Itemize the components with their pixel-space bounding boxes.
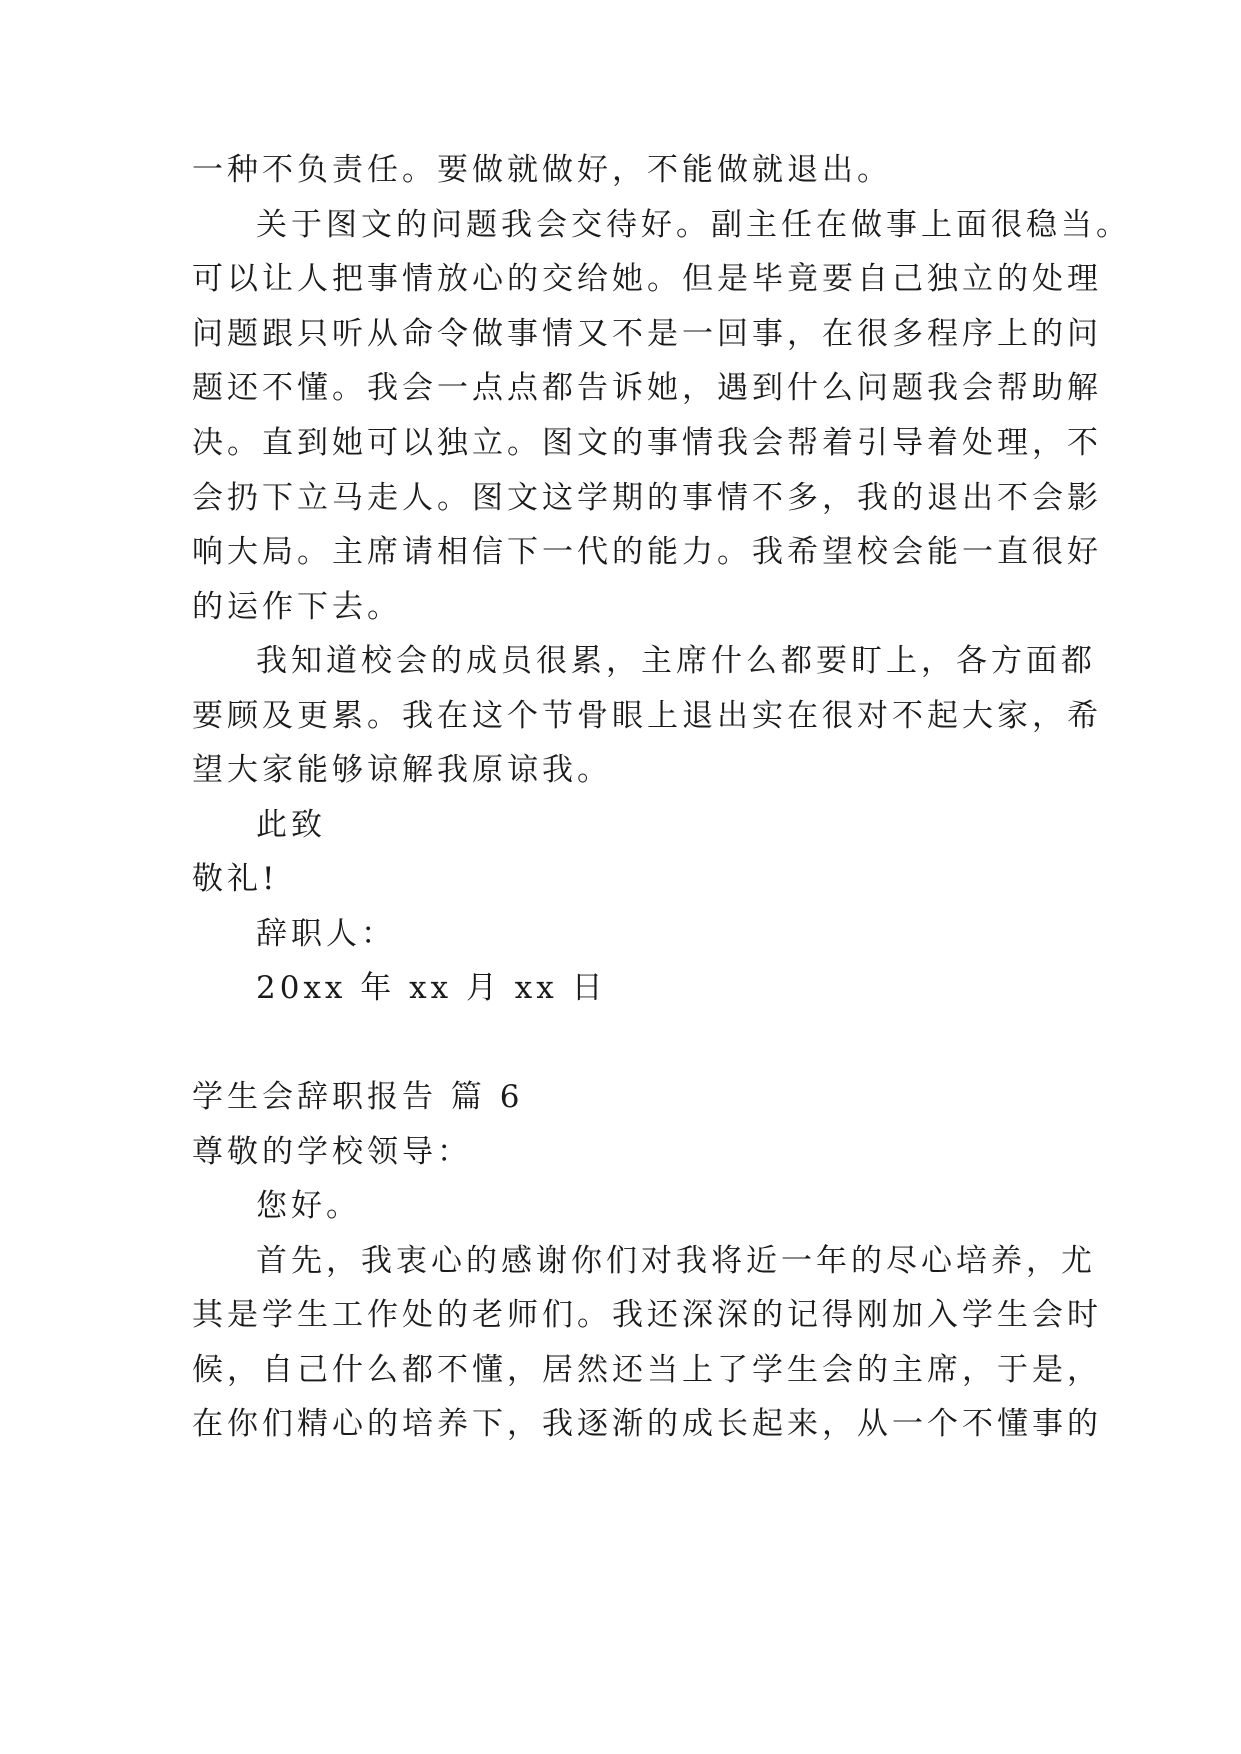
text-line: 响大局。主席请相信下一代的能力。我希望校会能一直很好 bbox=[192, 534, 1102, 570]
signature-label: 辞职人： bbox=[256, 916, 396, 952]
text-line: 我知道校会的成员很累，主席什么都要盯上，各方面都 bbox=[256, 643, 1096, 679]
text-line: 一种不负责任。要做就做好，不能做就退出。 bbox=[192, 152, 892, 188]
text-line: 可以让人把事情放心的交给她。但是毕竟要自己独立的处理 bbox=[192, 261, 1102, 297]
text-line: 要顾及更累。我在这个节骨眼上退出实在很对不起大家，希 bbox=[192, 698, 1102, 734]
text-line: 您好。 bbox=[256, 1188, 361, 1224]
text-line: 在你们精心的培养下，我逐渐的成长起来，从一个不懂事的 bbox=[192, 1406, 1102, 1442]
greeting: 尊敬的学校领导： bbox=[192, 1134, 472, 1170]
text-line: 决。直到她可以独立。图文的事情我会帮着引导着处理，不 bbox=[192, 425, 1102, 461]
text-line: 候，自己什么都不懂，居然还当上了学生会的主席，于是， bbox=[192, 1352, 1102, 1388]
text-line: 关于图文的问题我会交待好。副主任在做事上面很稳当。 bbox=[256, 207, 1131, 243]
text-line: 首先，我衷心的感谢你们对我将近一年的尽心培养，尤 bbox=[256, 1243, 1096, 1279]
text-line: 题还不懂。我会一点点都告诉她，遇到什么问题我会帮助解 bbox=[192, 370, 1102, 406]
text-line: 的运作下去。 bbox=[192, 589, 402, 625]
date-line: 20xx 年 xx 月 xx 日 bbox=[256, 970, 607, 1006]
closing-regards: 敬礼! bbox=[192, 861, 279, 897]
text-line: 会扔下立马走人。图文这学期的事情不多，我的退出不会影 bbox=[192, 480, 1102, 516]
closing-salutation: 此致 bbox=[256, 807, 326, 843]
section-heading: 学生会辞职报告 篇 6 bbox=[192, 1079, 524, 1115]
text-line: 其是学生工作处的老师们。我还深深的记得刚加入学生会时 bbox=[192, 1297, 1102, 1333]
text-line: 问题跟只听从命令做事情又不是一回事，在很多程序上的问 bbox=[192, 316, 1102, 352]
text-line: 望大家能够谅解我原谅我。 bbox=[192, 752, 612, 788]
